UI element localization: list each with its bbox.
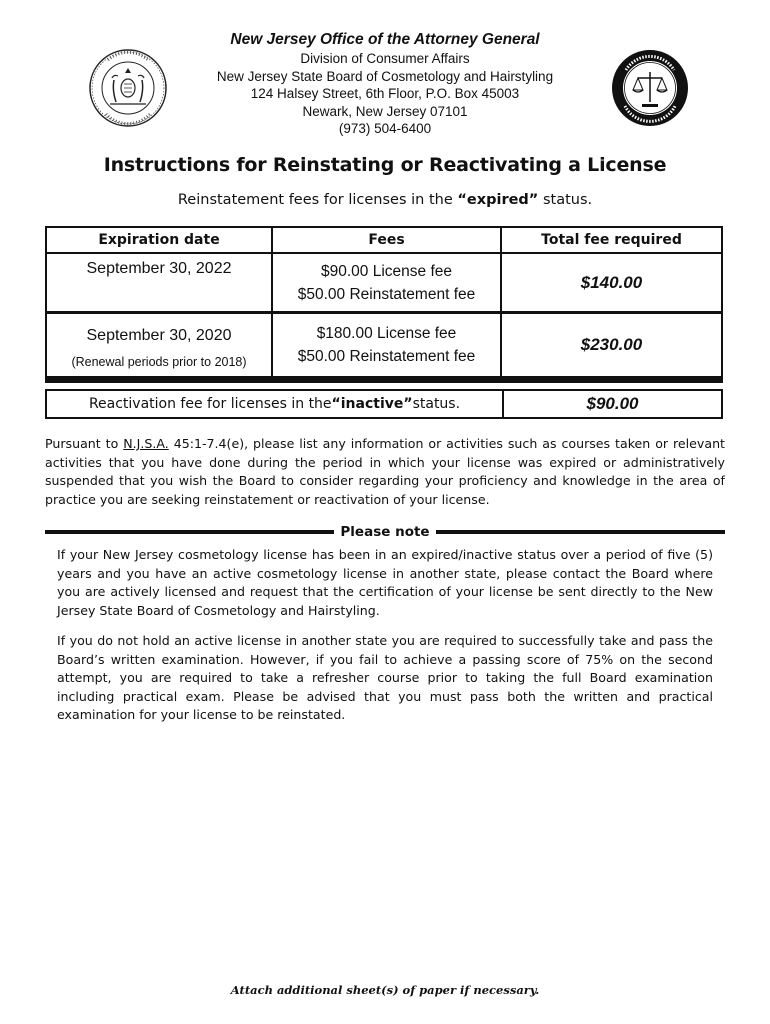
total-fee: $230.00 — [580, 335, 643, 354]
pursuant-paragraph: Pursuant to N.J.S.A. 45:1-7.4(e), please list any information or activities such as courses taken or relevant activities that you have done during the period in which your license was expired or administratively suspended that you wish the Board to consider regarding your proficiency and knowledge in the area of practice you are seeking reinstatement or reactivation of your license. — [45, 436, 725, 507]
note-paragraph-out-of-state: If your New Jersey cosmetology license has been in an expired/inactive status over a period of five (5) years and you have an active cosmetology license in another state, please contact the Board where you are actively licensed and request that the certification of your license be sent directly to the New Jersey State Board of Cosmetology and Hairstyling. — [57, 547, 713, 618]
fee-table-header — [47, 228, 721, 254]
attorney-general-seal-icon — [610, 48, 690, 128]
column-header-expiration-date: Expiration date — [47, 228, 273, 252]
state-seal-icon — [88, 48, 168, 128]
table-divider — [45, 376, 723, 383]
division-name: Division of Consumer Affairs — [300, 51, 470, 66]
city-address: Newark, New Jersey 07101 — [302, 103, 468, 119]
please-note-divider — [45, 523, 725, 541]
board-name: New Jersey State Board of Cosmetology and Hairstyling — [216, 68, 554, 84]
reinstatement-fee: $50.00 Reinstatement fee — [297, 348, 476, 365]
fees-cell — [273, 254, 502, 311]
office-name: New Jersey Office of the Attorney General — [230, 31, 540, 48]
expired-status-term: “expired” — [457, 192, 539, 208]
table-row — [47, 314, 721, 376]
license-fee: $90.00 License fee — [321, 262, 452, 280]
phone-number: (973) 504-6400 — [338, 121, 432, 136]
street-address: 124 Halsey Street, 6th Floor, P.O. Box 45003 — [250, 86, 520, 101]
expiration-date: September 30, 2022 — [86, 260, 232, 277]
expired-fees-subtitle: Reinstatement fees for licenses in the “expired” status. — [177, 192, 593, 208]
note-paragraph-examination: If you do not hold an active license in another state you are required to successfully take and pass the Board’s written examination. However, if you fail to achieve a passing score of 75% on the second attempt, you are required to take a refresher course prior to taking the full Board examination including practical exam. Please be advised that you must pass both the written and practical examination for your license to be reinstated. — [57, 633, 713, 723]
please-note-heading: Please note — [340, 524, 430, 540]
renewal-period-note: (Renewal periods prior to 2018) — [71, 355, 247, 369]
fee-table — [45, 226, 723, 378]
expiration-date-cell — [47, 254, 273, 311]
table-row — [47, 254, 721, 314]
page-title: Instructions for Reinstating or Reactivating a License — [103, 154, 667, 176]
total-fee-cell — [502, 314, 721, 376]
column-header-total-fee: Total fee required — [541, 232, 682, 248]
reinstatement-fee: $50.00 Reinstatement fee — [297, 285, 476, 303]
footer-note: Attach additional sheet(s) of paper if necessary. — [230, 983, 540, 997]
reactivation-fee-total: $90.00 — [586, 394, 639, 413]
inactive-status-term: “inactive” — [331, 396, 413, 412]
reactivation-fee-label: Reactivation fee for licenses in the “inactive” status. — [47, 391, 504, 417]
expiration-date: September 30, 2020 — [86, 327, 232, 344]
reactivation-fee-row — [45, 389, 723, 419]
total-fee-cell — [502, 254, 721, 311]
total-fee: $140.00 — [580, 272, 643, 292]
statute-reference: N.J.S.A. — [123, 436, 169, 451]
expiration-date-cell — [47, 314, 273, 376]
license-fee: $180.00 License fee — [316, 325, 457, 342]
column-header-fees: Fees — [273, 228, 502, 252]
fees-cell — [273, 314, 502, 376]
